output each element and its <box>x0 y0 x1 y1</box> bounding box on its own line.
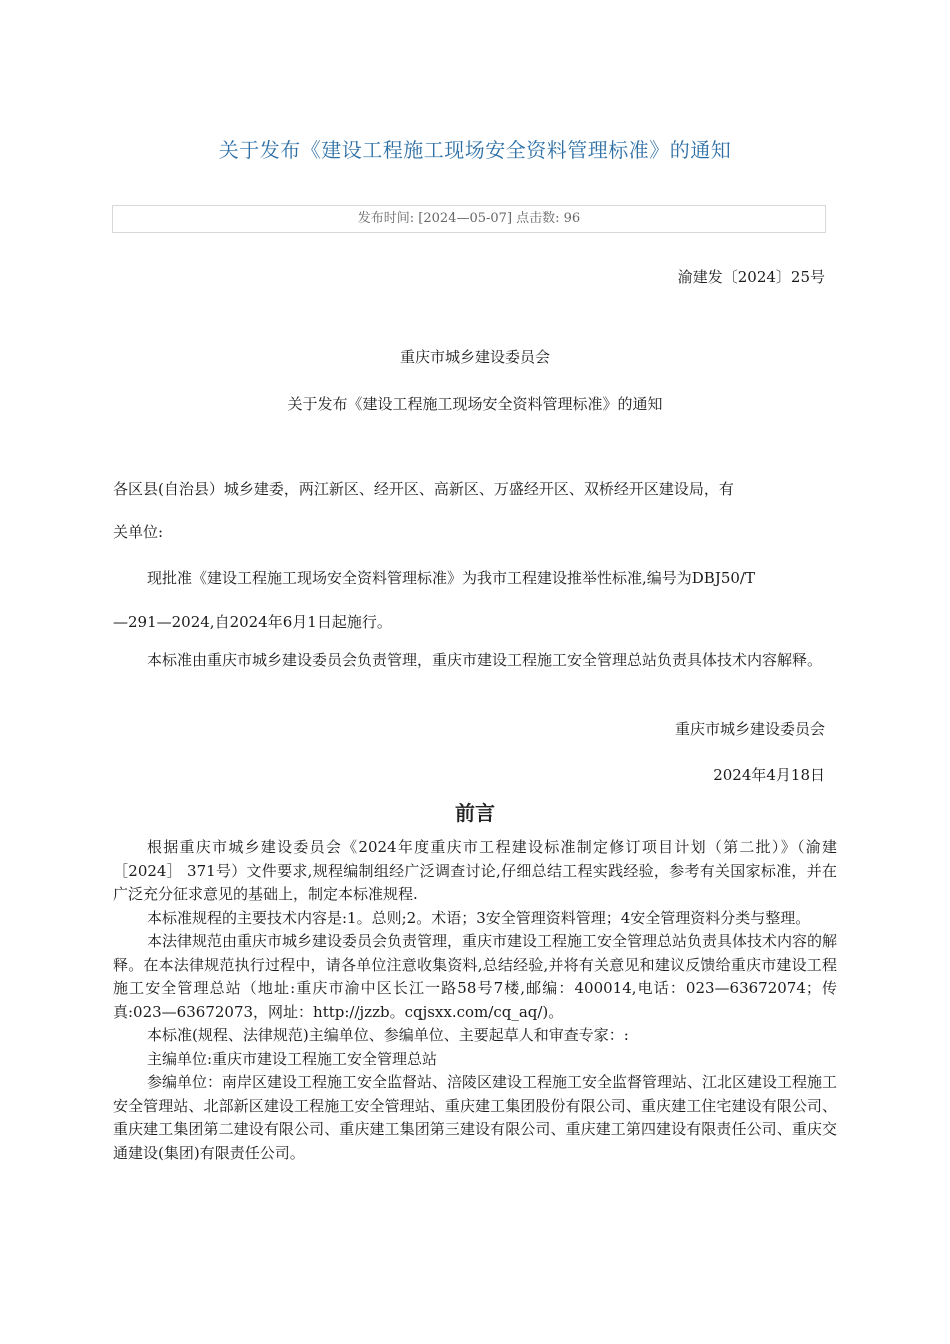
signature: 重庆市城乡建设委员会 <box>674 720 825 738</box>
document-number: 渝建发〔2024〕25号 <box>677 268 825 286</box>
preface-heading: 前言 <box>455 801 495 825</box>
notice-subject: 关于发布《建设工程施工现场安全资料管理标准》的通知 <box>287 395 663 413</box>
recipients-line-1: 各区县(自治县）城乡建委，两江新区、经开区、高新区、万盛经开区、双桥经开区建设局，有 <box>113 480 734 498</box>
management-paragraph: 本标准由重庆市城乡建设委员会负责管理，重庆市建设工程施工安全管理总站负责具体技术内容解释。 <box>147 651 823 669</box>
preface-paragraph: 根据重庆市城乡建设委员会《2024年度重庆市工程建设标准制定修订项目计划（第二批）》（渝建［2024］ 371号）文件要求,规程编制组经广泛调查讨论,仔细总结工程实践经验，参考有关国家标准，并在广泛充分征求意见的基础上，制定本标准规程. <box>113 838 837 903</box>
recipients-line-2: 关单位: <box>113 523 164 541</box>
preface-paragraph: 本法律规范由重庆市城乡建设委员会负责管理，重庆市建设工程施工安全管理总站负责具体技术内容的解释。在本法律规范执行过程中，请各单位注意收集资料,总结经验,并将有关意见和建议反馈给重庆市建设工程施工安全管理总站（地址:重庆市渝中区长江一路58号7楼,邮编：400014,电话：023—63672074；传真:023—63672073，网址：http://jzzb。cqjsxx.com/cq_aq/)。 <box>113 932 838 1021</box>
signature-date: 2024年4月18日 <box>713 766 825 784</box>
preface-paragraph: 参编单位：南岸区建设工程施工安全监督站、涪陵区建设工程施工安全监督管理站、江北区建设工程施工安全管理站、北部新区建设工程施工安全管理站、重庆建工集团股份有限公司、重庆建工住宅建设有限公司、重庆建工集团第二建设有限公司、重庆建工集团第三建设有限公司、重庆建工第四建设有限责任公司、重庆交通建设(集团)有限责任公司。 <box>113 1073 838 1162</box>
preface-paragraph: 本标准规程的主要技术内容是:1。总则;2。术语；3安全管理资料管理；4安全管理资料分类与整理。 <box>147 908 811 927</box>
approval-line-1: 现批准《建设工程施工现场安全资料管理标准》为我市工程建设推举性标准,编号为DBJ50/T <box>147 569 755 587</box>
preface-paragraph: 本标准(规程、法律规范)主编单位、参编单位、主要起草人和审查专家：: <box>147 1026 629 1044</box>
preface-body <box>113 836 837 1165</box>
preface-paragraph: 主编单位:重庆市建设工程施工安全管理总站 <box>147 1049 438 1068</box>
page-title: 关于发布《建设工程施工现场安全资料管理标准》的通知 <box>218 138 732 162</box>
publish-info-bar: 发布时间: [2024—05-07] 点击数: 96 <box>112 205 826 233</box>
issuer-name: 重庆市城乡建设委员会 <box>399 348 550 366</box>
approval-line-2: —291—2024,自2024年6月1日起施行。 <box>113 613 392 631</box>
